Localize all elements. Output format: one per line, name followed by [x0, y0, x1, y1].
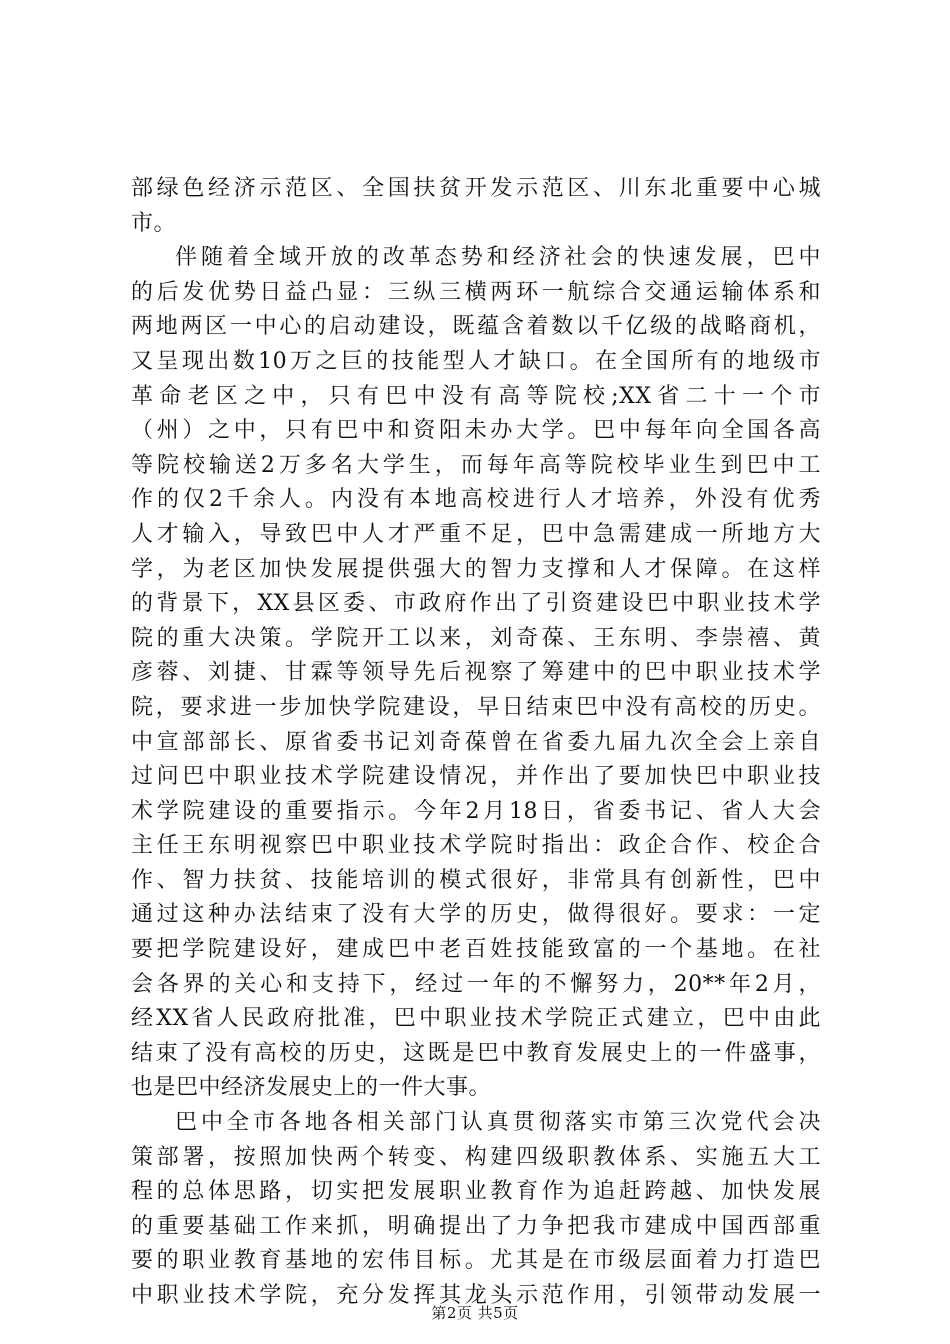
text-line: 的后发优势日益凸显：三纵三横两环一航综合交通运输体系和 [131, 279, 821, 305]
text-line: 院，要求进一步加快学院建设，早日结束巴中没有高校的历史。 [131, 694, 821, 720]
text-line: 中宣部部长、原省委书记刘奇葆曾在省委九届九次全会上亲自 [131, 729, 821, 755]
text-line: 作的仅2千余人。内没有本地高校进行人才培养，外没有优秀 [131, 487, 821, 513]
text-line: （州）之中，只有巴中和资阳未办大学。巴中每年向全国各高 [131, 418, 821, 444]
text-line: 部绿色经济示范区、全国扶贫开发示范区、川东北重要中心城 [131, 176, 821, 201]
text-line: 术学院建设的重要指示。今年2月18日，省委书记、省人大会 [131, 798, 821, 824]
paragraph-start-line: 巴中全市各地各相关部门认真贯彻落实市第三次党代会决 [175, 1110, 821, 1136]
text-line: 程的总体思路，切实把发展职业教育作为追赶跨越、加快发展 [131, 1179, 821, 1205]
text-line: 要的职业教育基地的宏伟目标。尤其是在市级层面着力打造巴 [131, 1248, 821, 1274]
text-line: 学，为老区加快发展提供强大的智力支撑和人才保障。在这样 [131, 556, 821, 582]
text-line: 也是巴中经济发展史上的一件大事。 [131, 1075, 492, 1101]
text-line: 主任王东明视察巴中职业技术学院时指出：政企合作、校企合 [131, 833, 821, 859]
text-line: 的背景下，XX县区委、市政府作出了引资建设巴中职业技术学 [131, 591, 821, 617]
text-line: 的重要基础工作来抓，明确提出了力争把我市建成中国西部重 [131, 1213, 821, 1239]
page-number-footer: 第2页 共5页 [431, 1304, 519, 1322]
text-line: 通过这种办法结束了没有大学的历史，做得很好。要求：一定 [131, 902, 821, 928]
text-line: 经XX省人民政府批准，巴中职业技术学院正式建立，巴中由此 [131, 1006, 821, 1032]
body-text [131, 172, 821, 1314]
text-line: 革命老区之中，只有巴中没有高等院校;XX省二十一个市 [131, 383, 821, 409]
text-line: 中职业技术学院，充分发挥其龙头示范作用，引领带动发展一 [131, 1283, 821, 1308]
text-line: 两地两区一中心的启动建设，既蕴含着数以千亿级的战略商机， [131, 314, 821, 340]
text-line: 过问巴中职业技术学院建设情况，并作出了要加快巴中职业技 [131, 764, 821, 790]
text-line: 策部署，按照加快两个转变、构建四级职教体系、实施五大工 [131, 1144, 821, 1170]
text-line: 院的重大决策。学院开工以来，刘奇葆、王东明、李崇禧、黄 [131, 625, 821, 651]
text-line: 结束了没有高校的历史，这既是巴中教育发展史上的一件盛事， [131, 1040, 821, 1066]
text-line: 作、智力扶贫、技能培训的模式很好，非常具有创新性，巴中 [131, 867, 821, 893]
text-line: 彦蓉、刘捷、甘霖等领导先后视察了筹建中的巴中职业技术学 [131, 660, 821, 686]
text-line: 会各界的关心和支持下，经过一年的不懈努力，20**年2月， [131, 971, 821, 997]
text-line: 要把学院建设好，建成巴中老百姓技能致富的一个基地。在社 [131, 937, 821, 963]
paragraph-start-line: 伴随着全域开放的改革态势和经济社会的快速发展，巴中 [175, 245, 821, 271]
text-line: 等院校输送2万多名大学生，而每年高等院校毕业生到巴中工 [131, 452, 821, 478]
text-line: 又呈现出数10万之巨的技能型人才缺口。在全国所有的地级市 [131, 348, 821, 374]
text-line: 人才输入，导致巴中人才严重不足，巴中急需建成一所地方大 [131, 521, 821, 547]
text-line: 市。 [131, 210, 177, 236]
